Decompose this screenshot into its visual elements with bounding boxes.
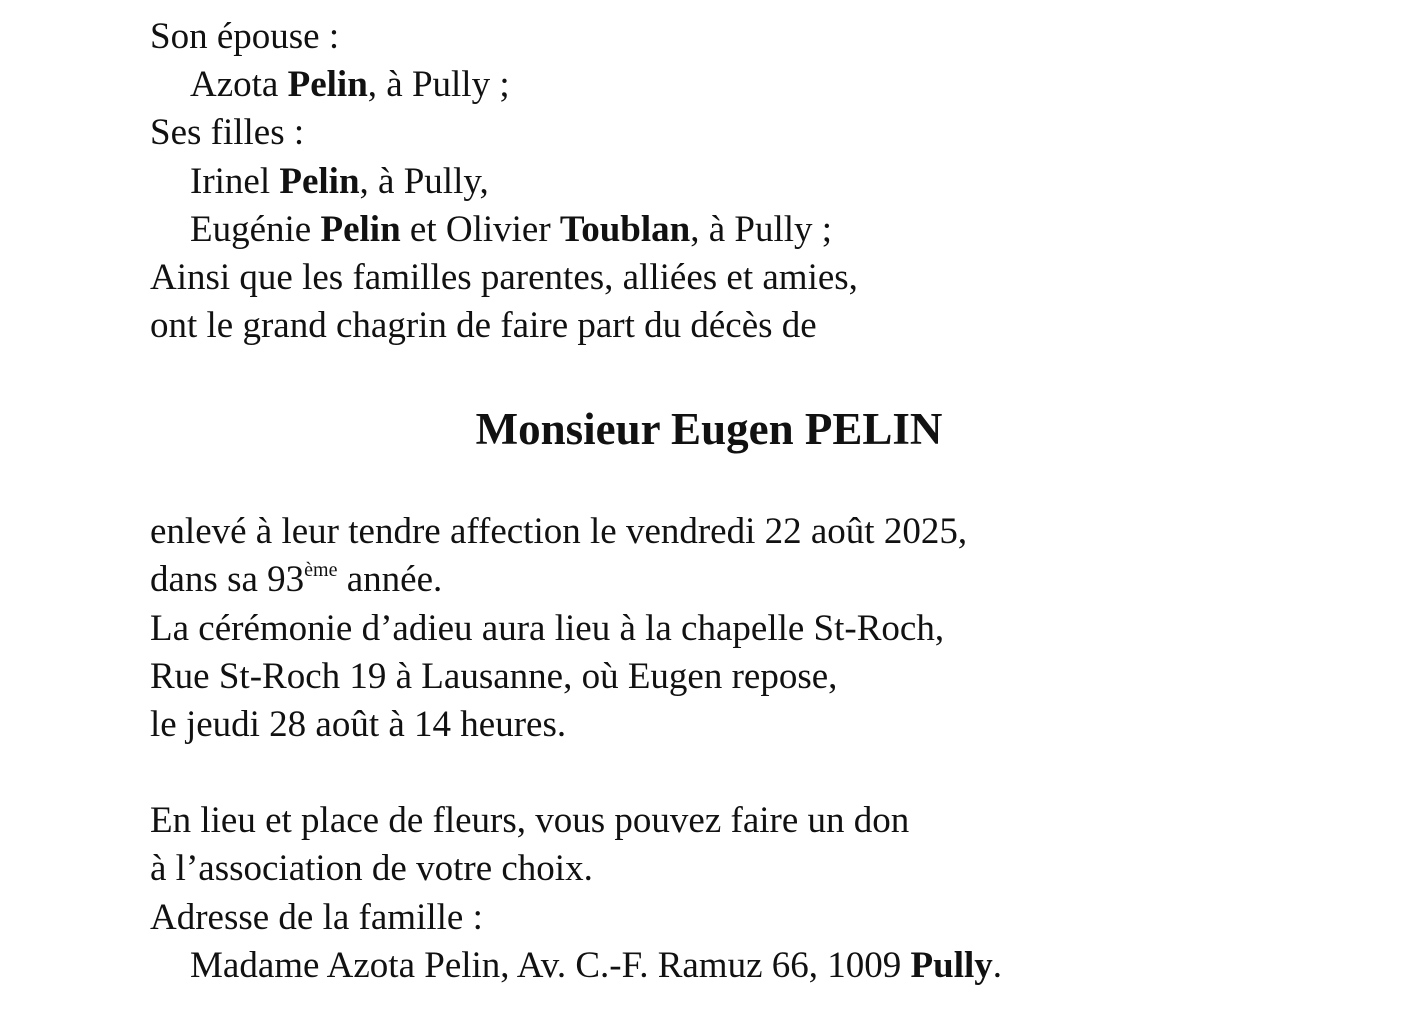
age-prefix: dans sa 93 [150, 559, 305, 600]
spouse-heading [150, 13, 339, 61]
death-date-line [150, 508, 967, 556]
deceased-name: Monsieur Eugen PELIN [475, 404, 943, 454]
donation-line [150, 797, 909, 845]
partner-first-name: et Olivier [409, 209, 551, 250]
donation-text: à l’association de votre choix. [150, 848, 593, 889]
daughter-entry [190, 158, 489, 206]
ceremony-line [150, 605, 944, 653]
ceremony-text: La cérémonie d’adieu aura lieu à la chapelle St-Roch, [150, 608, 945, 649]
age-ordinal: ème [304, 559, 338, 581]
address-heading [150, 894, 483, 942]
announcement-text: ont le grand chagrin de faire part du décès de [150, 305, 817, 346]
family-address [190, 942, 1002, 990]
address-end: . [992, 945, 1003, 986]
donation-line [150, 845, 593, 893]
daughter-location: , à Pully, [359, 161, 489, 202]
daughters-heading-text: Ses filles : [150, 112, 305, 153]
spouse-entry [190, 61, 510, 109]
address-heading-text: Adresse de la famille : [150, 897, 483, 938]
age-suffix: année. [337, 559, 443, 600]
death-date-text: enlevé à leur tendre affection le vendredi 22 août 2025, [150, 511, 968, 552]
spouse-first-name: Azota [190, 64, 279, 105]
daughter-first-name: Irinel [190, 161, 271, 202]
daughter-last-name: Pelin [279, 161, 360, 202]
daughter-entry [190, 206, 832, 254]
spouse-last-name: Pelin [287, 64, 368, 105]
ceremony-address-text: Rue St-Roch 19 à Lausanne, où Eugen repose, [150, 656, 838, 697]
daughter-first-name: Eugénie [190, 209, 312, 250]
daughters-heading [150, 109, 304, 157]
announcement-line [150, 302, 817, 350]
address-city: Pully [910, 945, 993, 986]
address-text: Madame Azota Pelin, Av. C.-F. Ramuz 66, 1009 [190, 945, 911, 986]
extended-family-text: Ainsi que les familles parentes, alliées et amies, [150, 257, 858, 298]
partner-last-name: Toublan [559, 209, 691, 250]
extended-family-line [150, 254, 858, 302]
daughter-location: , à Pully ; [690, 209, 833, 250]
ceremony-time-text: le jeudi 28 août à 14 heures. [150, 704, 567, 745]
spouse-heading-text: Son épouse : [150, 16, 340, 57]
age-line [150, 556, 442, 604]
ceremony-address-line [150, 653, 837, 701]
donation-text: En lieu et place de fleurs, vous pouvez faire un don [150, 800, 910, 841]
spouse-location: , à Pully ; [367, 64, 510, 105]
daughter-last-name: Pelin [320, 209, 401, 250]
ceremony-time-line [150, 701, 566, 749]
